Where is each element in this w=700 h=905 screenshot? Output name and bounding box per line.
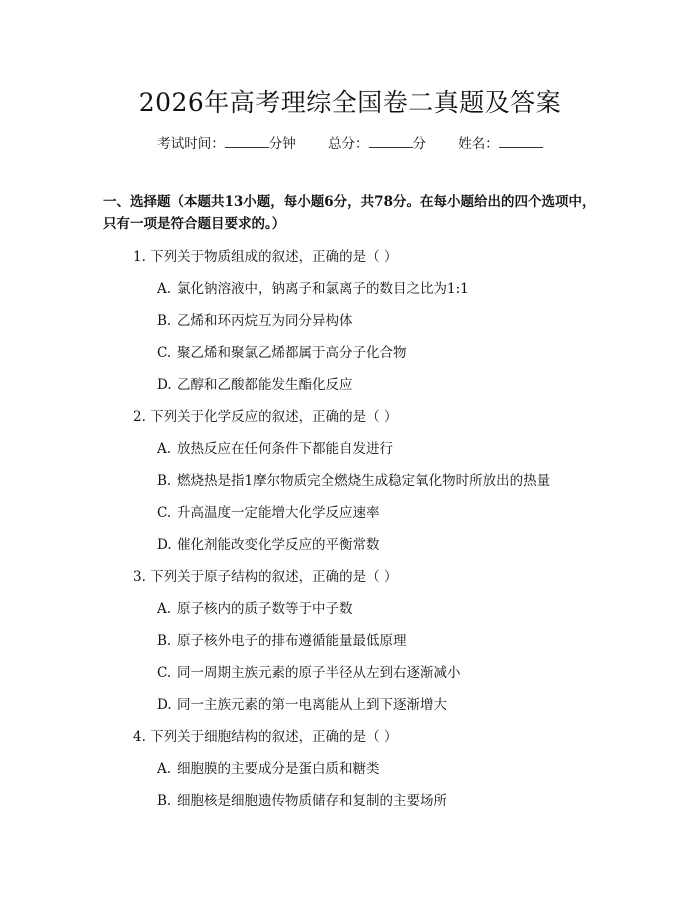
option-letter: C. [157,665,172,681]
option-letter: B. [157,473,172,489]
option-text: 细胞膜的主要成分是蛋白质和糖类 [177,761,380,777]
question-option [157,341,407,361]
option-letter: A. [157,761,172,777]
question-option [157,437,393,457]
exam-score-label: 总分： [328,136,369,152]
option-text: 氯化钠溶液中，钠离子和氯离子的数目之比为1:1 [177,281,469,297]
exam-score [328,136,430,152]
option-text: 催化剂能改变化学反应的平衡常数 [177,537,380,553]
option-text: 升高温度一定能增大化学反应速率 [177,505,380,521]
option-text: 乙烯和环丙烷互为同分异构体 [177,313,353,329]
option-text: 同一周期主族元素的原子半径从左到右逐渐减小 [177,665,461,681]
exam-time-unit: 分钟 [268,136,296,152]
question-stem: 1. 下列关于物质组成的叙述，正确的是（ ） [133,249,398,265]
option-letter: B. [157,313,172,329]
exam-time-blank [225,135,269,148]
option-letter: D. [157,377,172,393]
page-title: 2026年高考理综全国卷二真题及答案 [138,88,562,117]
exam-time [157,136,300,152]
question-option [157,469,550,489]
question-option [157,789,447,809]
question-option [157,757,380,777]
option-letter: D. [157,537,172,553]
question-stem: 2. 下列关于化学反应的叙述，正确的是（ ） [133,409,398,425]
question-stem: 4. 下列关于细胞结构的叙述，正确的是（ ） [133,729,398,745]
question-option [157,533,380,553]
question-option [157,693,447,713]
option-letter: C. [157,505,172,521]
option-text: 细胞核是细胞遗传物质储存和复制的主要场所 [177,793,447,809]
option-letter: B. [157,633,172,649]
option-text: 乙醇和乙酸都能发生酯化反应 [177,377,353,393]
exam-name-label: 姓名： [458,136,499,152]
question-option [157,629,407,649]
option-text: 原子核外电子的排布遵循能量最低原理 [177,633,407,649]
option-letter: B. [157,793,172,809]
exam-score-blank [369,135,413,148]
exam-meta [0,132,700,152]
option-text: 同一主族元素的第一电离能从上到下逐渐增大 [177,697,447,713]
option-text: 聚乙烯和聚氯乙烯都属于高分子化合物 [177,345,407,361]
question-option [157,309,353,329]
exam-time-label: 考试时间： [157,136,225,152]
option-text: 燃烧热是指1摩尔物质完全燃烧生成稳定氧化物时所放出的热量 [177,473,551,489]
exam-name [458,136,543,152]
option-text: 放热反应在任何条件下都能自发进行 [177,441,393,457]
option-letter: A. [157,441,172,457]
question-option [157,597,353,617]
exam-name-blank [499,135,543,148]
option-letter: A. [157,601,172,617]
question-option [157,661,461,681]
option-letter: C. [157,345,172,361]
question-option [157,373,353,393]
option-text: 原子核内的质子数等于中子数 [177,601,353,617]
section-heading: 一、选择题（本题共13小题，每小题6分，共78分。在每小题给出的四个选项中，只有一项是符合题目要求的。） [103,194,596,232]
question-stem: 3. 下列关于原子结构的叙述，正确的是（ ） [133,569,398,585]
question-option [157,277,469,297]
option-letter: D. [157,697,172,713]
question-option [157,501,380,521]
exam-score-unit: 分 [412,136,426,152]
option-letter: A. [157,281,172,297]
